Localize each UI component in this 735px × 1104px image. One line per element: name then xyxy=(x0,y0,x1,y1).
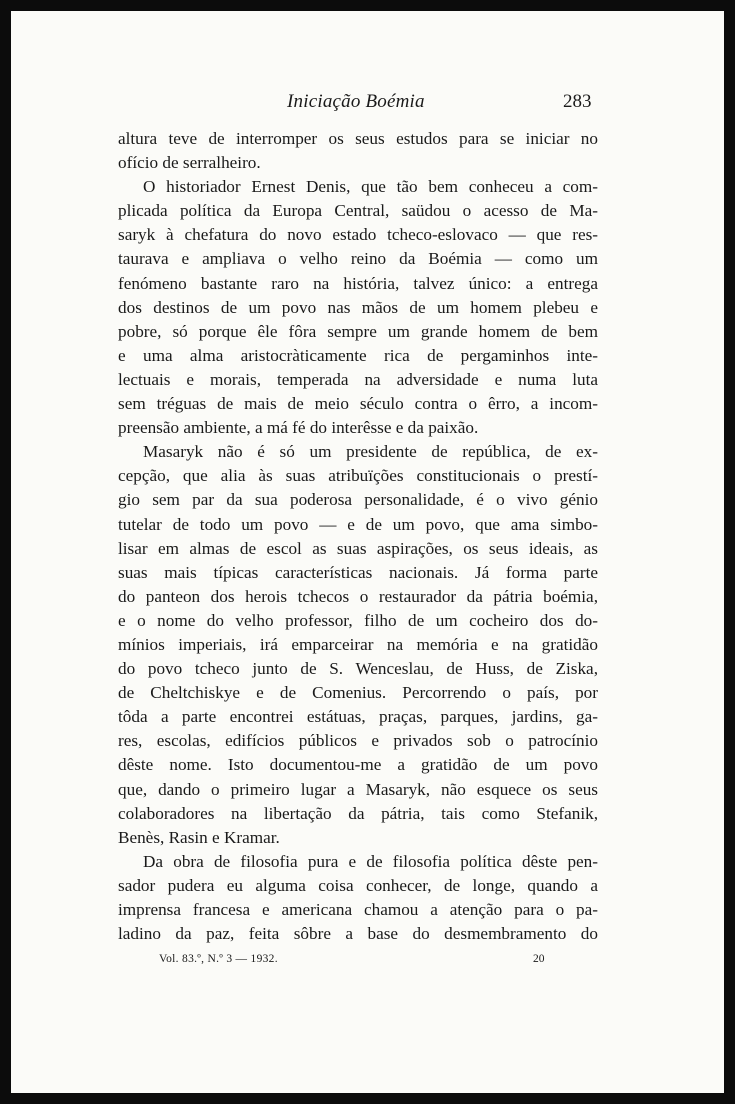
text-line: tutelar de todo um povo — e de um povo, que ama simbo- xyxy=(118,514,598,534)
text-line: colaboradores na libertação da pátria, tais como Stefanik, xyxy=(118,803,598,823)
text-line: saryk à chefatura do novo estado tcheco-eslovaco — que res- xyxy=(118,225,598,245)
signature-number: 20 xyxy=(533,953,545,965)
text-line: ofício de serralheiro. xyxy=(118,153,261,173)
text-line: do panteon dos herois tchecos o restaurador da pátria boémia, xyxy=(118,586,598,606)
text-line: taurava e ampliava o velho reino da Boémia — como um xyxy=(118,249,598,269)
running-title: Iniciação Boémia xyxy=(287,91,425,112)
text-line: lisar em almas de escol as suas aspirações, os seus ideais, as xyxy=(118,538,598,558)
text-line: O historiador Ernest Denis, que tão bem conheceu a com- xyxy=(143,177,598,197)
text-line: e o nome do velho professor, filho de um cocheiro dos do- xyxy=(118,610,598,630)
text-line: fenómeno bastante raro na história, talvez único: a entrega xyxy=(118,273,598,293)
text-line: sem tréguas de mais de meio século contra o êrro, a incom- xyxy=(118,394,598,414)
text-line: mínios imperiais, irá emparceirar na memória e na gratidão xyxy=(118,634,598,654)
text-line: Da obra de filosofia pura e de filosofia política dêste pen- xyxy=(143,851,598,871)
text-line: que, dando o primeiro lugar a Masaryk, não esquece os seus xyxy=(118,779,598,799)
text-line: e uma alma aristocràticamente rica de pergaminhos inte- xyxy=(118,345,598,365)
page-number: 283 xyxy=(563,91,592,112)
text-line: imprensa francesa e americana chamou a atenção para o pa- xyxy=(118,900,598,919)
text-line: dos destinos de um povo nas mãos de um homem plebeu e xyxy=(118,297,598,317)
text-line: cepção, que alia às suas atribuïções constitucionais o prestí- xyxy=(118,466,598,486)
page-footer xyxy=(11,953,724,973)
text-line: Masaryk não é só um presidente de república, de ex- xyxy=(143,442,598,462)
text-line: preensão ambiente, a má fé do interêsse e da paixão. xyxy=(118,418,479,438)
book-page xyxy=(11,11,724,1093)
text-line: lectuais e morais, temperada na adversidade e numa luta xyxy=(118,369,598,389)
text-line: ladino da paz, feita sôbre a base do desmembramento do xyxy=(118,924,598,944)
volume-signature: Vol. 83.º, N.º 3 — 1932. xyxy=(159,953,278,965)
text-line: res, escolas, edifícios públicos e privados sob o patrocínio xyxy=(118,731,598,751)
text-line: sador pudera eu alguma coisa conhecer, de longe, quando a xyxy=(118,875,598,895)
text-line: gio sem par da sua poderosa personalidade, é o vivo génio xyxy=(118,490,598,510)
body-text xyxy=(118,127,598,946)
text-line: tôda a parte encontrei estátuas, praças, parques, jardins, ga- xyxy=(118,707,598,727)
page-header xyxy=(11,91,724,121)
text-line: do povo tcheco junto de S. Wenceslau, de Huss, de Ziska, xyxy=(118,659,598,679)
text-line: altura teve de interromper os seus estudos para se iniciar no xyxy=(118,129,598,148)
text-line: Benès, Rasin e Kramar. xyxy=(118,827,280,847)
text-line: dêste nome. Isto documentou-me a gratidão de um povo xyxy=(118,755,598,775)
text-line: de Cheltchiskye e de Comenius. Percorrendo o país, por xyxy=(118,683,598,703)
text-line: plicada política da Europa Central, saüdou o acesso de Ma- xyxy=(118,201,598,221)
text-line: suas mais típicas características nacionais. Já forma parte xyxy=(118,562,598,582)
text-line: pobre, só porque êle fôra sempre um grande homem de bem xyxy=(118,321,598,341)
